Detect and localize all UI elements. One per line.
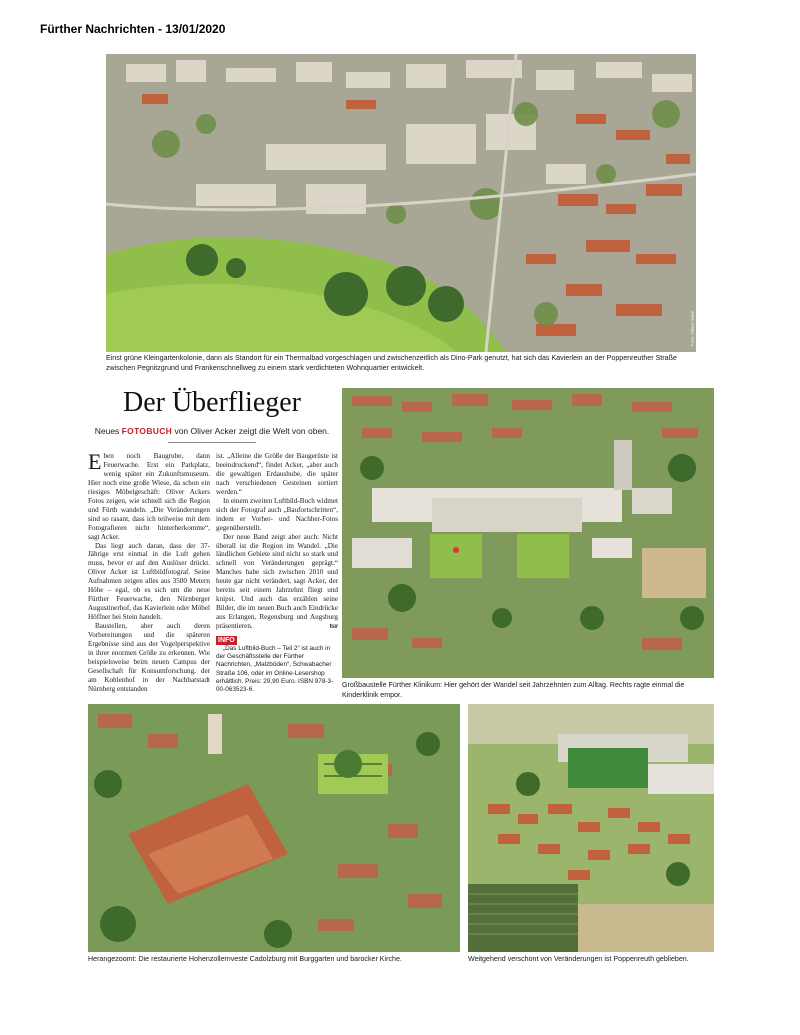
article-paragraph: Das liegt auch daran, dass der 37-Jährige erst einmal in die Luft gehen muss, bevor er auf den Auslöser drückt. Oliver Acker ist Luftbildfotograf. Seine Aufnahmen zeigen alles aus 3500 Metern Höhe – egal, ob es sich um die neue Fürther Feuerwache, den Nürnberger Augustinerhof, das Kavierlein oder Möbel Höffner bei Stein handelt. <box>88 541 210 622</box>
article-column-1 <box>88 449 210 694</box>
photo-credit: Foto: Oliver Acker <box>690 310 695 346</box>
author-signature: tsr <box>329 622 338 631</box>
aerial-residential-image <box>106 54 696 352</box>
caption-clinic: Großbaustelle Fürther Klinikum: Hier gehört der Wandel seit Jahrzehnten zum Alltag. Rechts ragte einmal die Kinderklinik empor. <box>342 681 685 699</box>
info-box <box>216 636 338 694</box>
article-paragraph: ist. „Alleine die Größe der Baugerüste ist beeindruckend“, findet Acker, „aber auch die gewaltigen Erdaushube, die später nach verschiedenen Gesteinen sortiert werden.“ <box>216 452 338 496</box>
aerial-village-image <box>468 704 714 952</box>
subline-prefix: Neues <box>94 426 122 436</box>
caption-village: Weitgehend verschont von Veränderungen ist Poppenreuth geblieben. <box>468 955 689 963</box>
newspaper-source-header: Fürther Nachrichten - 13/01/2020 <box>40 22 226 36</box>
aerial-castle-image <box>88 704 460 952</box>
dropcap: E <box>88 449 102 474</box>
caption-top: Einst grüne Kleingartenkolonie, dann als Standort für ein Thermalbad vorgeschlagen und zwischenzeitlich als Dino-Park genutzt, hat sich das Kavierlein an der Poppenreuther Straße zwischen Pegnitzgrund und Frankenschnellweg zu einem stark verdichteten Wohnquartier entwickelt. <box>106 354 677 372</box>
article-paragraph: Baustellen, aber auch deren Vorbereitungen und die späteren Ergebnisse sind aus der Vogelperspektive in ihrer enormen Größe zu erkennen. Wie beispielsweise beim neuen Campus der Gesellschaft für Konsumforschung, der am Kohlenhof in der Nachbarstadt Nürnberg entstanden <box>88 622 210 693</box>
article-paragraph: In einem zweiten Luftbild-Buch widmet sich der Fotograf auch „Baufortschritten“, indem er Vorher- und Nachher-Fotos gegenüberstellt. <box>216 496 339 532</box>
info-label: INFO <box>218 637 235 645</box>
paragraph-text: Der neue Band zeigt aber auch: Nicht überall ist die Region im Wandel. „Die ländlichen Gebiete sind nicht so stark und schnell von Veränderungen geprägt.“ Manches habe sich zwischen 2010 und heute gar nicht verändert, sagt Acker, der bereits seit einem Jahrzehnt fliegt und knipst. Und auch das erzählen seine Bilder, die im neuen Buch auch Eindrücke aus Erlangen, Regensburg und Augsburg präsentieren. <box>216 532 338 631</box>
article-subline <box>86 426 338 436</box>
subline-suffix: von Oliver Acker zeigt die Welt von oben. <box>172 426 330 436</box>
aerial-clinic-image <box>342 388 714 678</box>
headline-divider <box>168 442 256 443</box>
photo-kavierlein <box>106 54 696 352</box>
article-paragraph <box>88 449 210 542</box>
photo-klinikum <box>342 388 714 678</box>
article-column-2 <box>216 452 338 694</box>
article-paragraph <box>216 533 338 631</box>
article-headline: Der Überflieger <box>122 387 301 418</box>
caption-castle: Herangezoomt: Die restaurierte Hohenzollernveste Cadolzburg mit Burggarten und barocker Kirche. <box>88 955 402 963</box>
subline-kicker: FOTOBUCH <box>121 426 173 436</box>
photo-cadolzburg <box>88 704 460 952</box>
paragraph-text: ben noch Baugrube, dann Feuerwache. Erst ein Parkplatz, wenig später ein Zukunftsmuseum. Hier noch eine große Wiese, da schon ein riesiges Möbelgeschäft: Oliver Ackers Fotos zeigen, wie schnell sich die Region und Fürth wandeln. „Die Veränderungen sind so rasant, dass ich teilweise mit dem Fotografieren nicht hinterherkomme“, sagt Acker. <box>88 452 210 541</box>
info-text: „Das Luftbild-Buch – Teil 2“ ist auch in der Geschäftsstelle der Fürther Nachrichten, „Malzböden“, Schwabacher Straße 106, oder im Online-Lesershop erhältlich. Preis: 29,90 Euro. ISBN 978-3-00-063523-6. <box>216 645 334 694</box>
photo-poppenreuth <box>468 704 714 952</box>
